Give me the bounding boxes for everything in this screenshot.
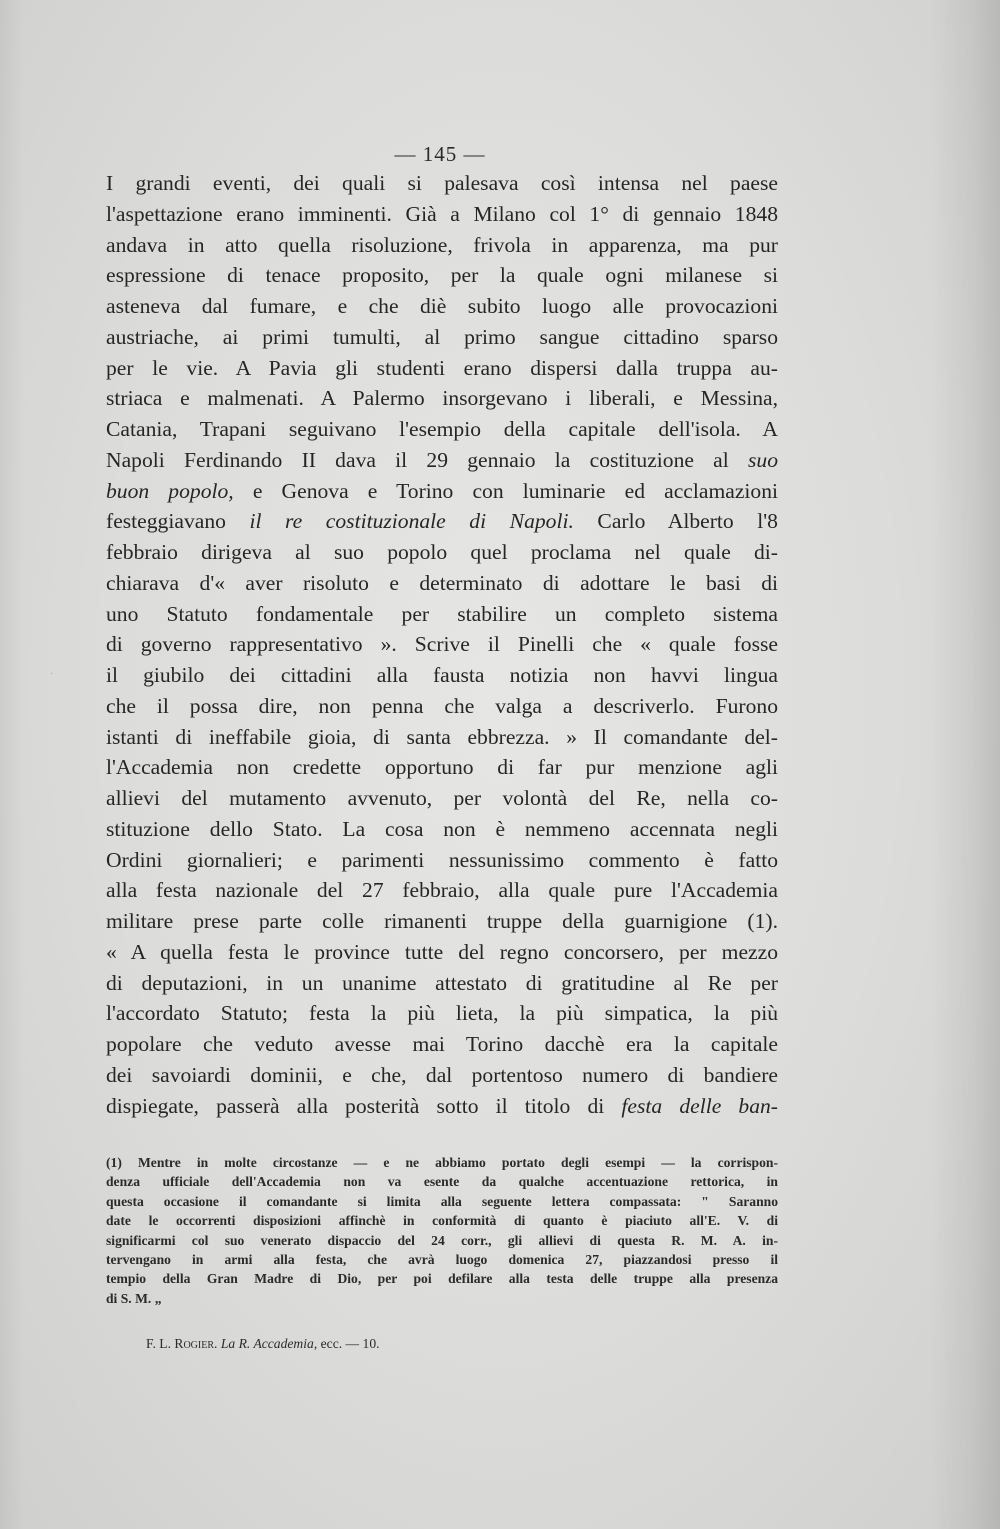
body-line: per le vie. A Pavia gli studenti erano dispersi dalla truppa au- <box>106 355 778 380</box>
footnote-line: denza ufficiale dell'Accademia non va esente da qualche accentuazione rettorica, in <box>106 1174 778 1190</box>
signature-title: La R. Accademia, <box>220 1336 318 1351</box>
page-edge-shadow-left <box>0 0 24 1529</box>
signature-initials: F. L. <box>146 1336 171 1351</box>
body-line <box>106 476 778 507</box>
body-line: febbraio dirigeva al suo popolo quel proclama nel quale di- <box>106 540 778 564</box>
body-line: che il possa dire, non penna che valga a descriverlo. Furono <box>106 693 778 718</box>
page-number: — 145 — <box>394 142 486 166</box>
footnote-line: date le occorrenti disposizioni affinchè in conformità di quanto è piaciuto all'E. V. di <box>106 1213 778 1229</box>
body-line: uno Statuto fondamentale per stabilire un completo sistema <box>106 601 778 626</box>
body-line: l'accordato Statuto; festa la più lieta, la più simpatica, la più <box>106 1001 778 1026</box>
footnote-line: questa occasione il comandante si limita alla seguente lettera compassata: " Saranno <box>106 1193 778 1209</box>
body-line: l'aspettazione erano imminenti. Già a Milano col 1° di gennaio 1848 <box>106 201 778 226</box>
body-line: austriache, ai primi tumulti, al primo sangue cittadino sparso <box>106 324 778 349</box>
body-line: istanti di ineffabile gioia, di santa ebbrezza. » Il comandante del- <box>106 724 778 749</box>
body-line: il giubilo dei cittadini alla fausta notizia non havvi lingua <box>106 663 778 687</box>
body-line-italic: buon popolo, <box>106 478 234 503</box>
body-line-italic: il re costituzionale di Napoli. <box>249 509 574 534</box>
body-line-part: e Genova e Torino con luminarie ed acclamazioni <box>252 478 779 503</box>
body-line-italic: suo <box>748 447 778 472</box>
footnote-line: (1) Mentre in molte circostanze — e ne abbiamo portato degli esempi — la corrispon- <box>106 1155 778 1170</box>
body-line: l'Accademia non credette opportuno di far pur menzione agli <box>106 755 778 780</box>
body-line-italic: festa delle ban- <box>621 1093 778 1118</box>
body-line: di governo rappresentativo ». Scrive il Pinelli che « quale fosse <box>106 632 778 657</box>
footnote <box>106 1153 778 1308</box>
body-text <box>106 168 778 1121</box>
body-line: I grandi eventi, dei quali si palesava così intensa nel paese <box>106 171 778 195</box>
footnote-line: di S. M. „ <box>106 1290 162 1306</box>
signature-line <box>146 1336 380 1352</box>
body-line <box>106 506 778 537</box>
body-line: espressione di tenace proposito, per la quale ogni milanese si <box>106 263 778 288</box>
footnote-line: significarmi col suo venerato dispaccio del 24 corr., gli allievi di questa R. M. A. in- <box>106 1232 778 1248</box>
signature-rest: ecc. — 10. <box>320 1336 380 1351</box>
signature-author: Rogier. <box>174 1336 218 1351</box>
body-line-part: festeggiavano <box>106 509 226 534</box>
body-line: militare prese parte colle rimanenti truppe della guarnigione (1). <box>106 909 778 933</box>
body-line <box>106 445 778 476</box>
body-line-part: Napoli Ferdinando II dava il 29 gennaio la costituzione al <box>106 447 729 472</box>
body-line: andava in atto quella risoluzione, frivola in apparenza, ma pur <box>106 232 778 257</box>
body-line: dei savoiardi dominii, e che, dal portentoso numero di bandiere <box>106 1062 778 1087</box>
footnote-line: tervengano in armi alla festa, che avrà luogo domenica 27, piazzandosi presso il <box>106 1251 778 1267</box>
body-line: Ordini giornalieri; e parimenti nessunissimo commento è fatto <box>106 847 778 872</box>
page-edge-shadow-right <box>930 0 1000 1529</box>
paper-speck: · <box>50 669 54 680</box>
body-line: di deputazioni, in un unanime attestato di gratitudine al Re per <box>106 970 778 995</box>
body-line-part: Carlo Alberto l'8 <box>597 509 778 534</box>
body-line: Catania, Trapani seguivano l'esempio della capitale dell'isola. A <box>106 417 778 441</box>
body-line-part: dispiegate, passerà alla posterità sotto il titolo di <box>106 1093 605 1118</box>
body-line: alla festa nazionale del 27 febbraio, alla quale pure l'Accademia <box>106 878 778 903</box>
body-line: popolare che veduto avesse mai Torino dacchè era la capitale <box>106 1032 778 1056</box>
body-line <box>106 1091 778 1122</box>
body-line: asteneva dal fumare, e che diè subito luogo alle provocazioni <box>106 294 778 318</box>
body-line: striaca e malmenati. A Palermo insorgevano i liberali, e Messina, <box>106 386 778 411</box>
footnote-line: tempio della Gran Madre di Dio, per poi defilare alla testa delle truppe alla presenza <box>106 1271 778 1287</box>
body-line: stituzione dello Stato. La cosa non è nemmeno accennata negli <box>106 816 778 841</box>
body-line: « A quella festa le province tutte del regno concorsero, per mezzo <box>106 939 778 964</box>
body-line: chiarava d'« aver risoluto e determinato di adottare le basi di <box>106 570 778 595</box>
body-line: allievi del mutamento avvenuto, per volontà del Re, nella co- <box>106 786 778 810</box>
